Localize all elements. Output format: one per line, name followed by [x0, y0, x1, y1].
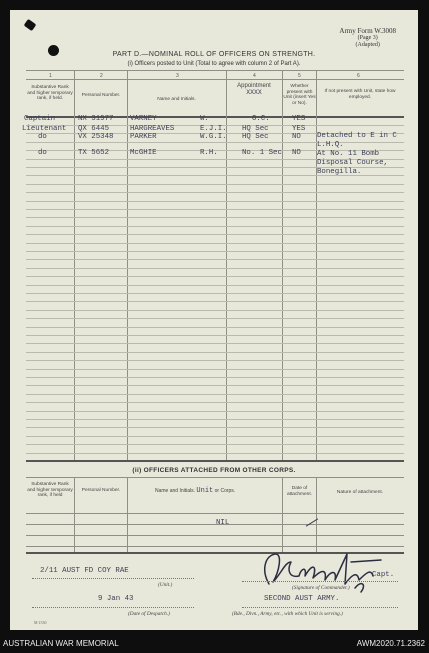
- despatch-date-value: 9 Jan 43: [98, 595, 134, 603]
- page-ref: (Page 3): [357, 35, 378, 41]
- formation-value: SECOND AUST ARMY.: [264, 595, 340, 603]
- col-number: 1: [49, 73, 52, 79]
- table-rule-line: [26, 436, 404, 437]
- row-initials: W.: [200, 115, 209, 123]
- formation-dotted-line: [242, 607, 398, 608]
- table-rule-line: [26, 268, 404, 269]
- table-rule-line: [26, 444, 404, 445]
- row-number: NX 31977: [78, 115, 114, 123]
- row-surname: VARNEY: [130, 115, 157, 123]
- row-initials: E.J.I.: [200, 125, 227, 133]
- table-rule-line: [26, 310, 404, 311]
- appointment-typed: XXXX: [246, 88, 262, 96]
- col-divider: [127, 477, 128, 552]
- col-number: 6: [357, 73, 360, 79]
- row-present: NO: [292, 133, 301, 141]
- table-rule-line: [26, 285, 404, 286]
- torn-corner: [24, 19, 37, 31]
- header-number: Personal Number.: [81, 93, 121, 98]
- col-number: 5: [298, 73, 301, 79]
- row-appointment: No. 1 Sec: [242, 149, 282, 157]
- row-surname: PARKER: [130, 133, 157, 141]
- att-header-nature: Nature of attachment.: [336, 490, 384, 495]
- section-i-title: (i) Officers posted to Unit (Total to agree with column 2 of Part A).: [127, 61, 301, 67]
- row-rank: Lieutenant: [22, 125, 67, 133]
- table-rule-line: [26, 360, 404, 361]
- row-rank: Captain: [24, 115, 56, 123]
- header-rank: Substantive Rank and higher temporary rank, if held.: [27, 85, 73, 101]
- row-remark: At No. 11 Bomb: [317, 150, 380, 158]
- print-code: M 1530: [34, 620, 47, 625]
- unit-value: 2/11 AUST FD COY RAE: [40, 567, 129, 575]
- row-present: YES: [292, 115, 306, 123]
- table-rule-line: [26, 301, 404, 302]
- date-dotted-line: [32, 607, 194, 608]
- document-page: [10, 10, 418, 630]
- att-header-unit-typed: Unit: [196, 487, 214, 495]
- header-present: Whether present with Unit (insert Yes or No).: [283, 84, 316, 106]
- table-rule-line: [26, 234, 404, 235]
- unit-dotted-line: [32, 578, 194, 579]
- table-rule-line: [26, 369, 404, 370]
- row-present: NO: [292, 149, 301, 157]
- header-appointment: [228, 84, 280, 96]
- section-ii-top-rule: [26, 477, 404, 478]
- appointment-print: Appointment: [237, 83, 271, 89]
- row-appointment: HQ Sec: [242, 125, 269, 133]
- col-number: 4: [253, 73, 256, 79]
- table-rule-line: [26, 402, 404, 403]
- table-rule-line: [26, 184, 404, 185]
- part-title: PART D.—NOMINAL ROLL OF OFFICERS ON STRENGTH.: [112, 51, 316, 58]
- row-surname: HARGREAVES: [130, 125, 175, 133]
- row-appointment: HQ Sec: [242, 133, 269, 141]
- table-rule-line: [26, 142, 404, 143]
- table-rule-line: [26, 411, 404, 412]
- att-header-name: [155, 487, 235, 495]
- table-rule-line: [26, 259, 404, 260]
- signature-rank: Capt.: [372, 571, 395, 579]
- section-ii-rule: [26, 535, 404, 536]
- table-rule-line: [26, 453, 404, 454]
- table-rule-line: [26, 419, 404, 420]
- table-rule-line: [26, 343, 404, 344]
- table-rule-line: [26, 293, 404, 294]
- table-rule-line: [26, 377, 404, 378]
- table-rule-line: [26, 394, 404, 395]
- table-rule-line: [26, 335, 404, 336]
- row-remark: Bonegilla.: [317, 168, 362, 176]
- table-rule-line: [26, 318, 404, 319]
- table-top-rule: [26, 70, 404, 71]
- table-rule-line: [26, 243, 404, 244]
- row-appointment: O.C.: [252, 115, 270, 123]
- adapted-note: (Adapted): [355, 42, 380, 48]
- table-rule-line: [26, 385, 404, 386]
- att-header-number: Personal Number.: [81, 488, 121, 493]
- att-header-date: Date of attachment.: [286, 486, 313, 497]
- col-divider: [74, 477, 75, 552]
- unit-label: (Unit.): [158, 582, 173, 588]
- col-number: 2: [100, 73, 103, 79]
- table-rule-line: [26, 276, 404, 277]
- formation-label: (Bde., Divn., Army, etc., with which Unit is serving.): [232, 611, 343, 617]
- table-rule-line: [26, 251, 404, 252]
- table-rule-line: [26, 192, 404, 193]
- att-header-rank: Substantive Rank and higher temporary rank, if held: [27, 482, 73, 498]
- row-initials: W.G.I.: [200, 133, 227, 141]
- despatch-date-label: (Date of Despatch.): [128, 611, 170, 617]
- signature-label: (Signature of Commander.): [292, 585, 350, 591]
- colnum-rule: [26, 79, 404, 80]
- archive-credit: AUSTRALIAN WAR MEMORIAL: [3, 639, 119, 648]
- section-ii-rule: [26, 524, 404, 525]
- table-rule-line: [26, 427, 404, 428]
- table-rule-line: [26, 226, 404, 227]
- row-present: YES: [292, 125, 306, 133]
- row-remark: L.H.Q.: [317, 141, 344, 149]
- archive-accession-number: AWM2020.71.2362: [356, 639, 425, 648]
- form-number: Army Form W.3008: [339, 27, 396, 35]
- row-number: VX 25348: [78, 133, 114, 141]
- table-rule-line: [26, 217, 404, 218]
- section-ii-title: (ii) OFFICERS ATTACHED FROM OTHER CORPS.: [132, 467, 296, 474]
- row-surname: McGHIE: [130, 149, 157, 157]
- table-rule-line: [26, 327, 404, 328]
- table-rule-line: [26, 209, 404, 210]
- form-reference: [339, 28, 396, 49]
- row-initials: R.H.: [200, 149, 218, 157]
- table-rule-line: [26, 352, 404, 353]
- row-number: TX 5652: [78, 149, 110, 157]
- header-name: Name and Initials.: [157, 97, 196, 102]
- section-ii-header-rule: [26, 513, 404, 514]
- row-rank: do: [38, 133, 47, 141]
- col-number: 3: [176, 73, 179, 79]
- signature-dotted-line: [242, 581, 398, 582]
- row-number: QX 6445: [78, 125, 110, 133]
- header-reason: If not present with Unit, state how employed.: [324, 89, 396, 100]
- row-rank: do: [38, 149, 47, 157]
- att-header-name-label: Name and Initials.: [155, 488, 196, 494]
- section-i-bottom-rule: [26, 460, 404, 462]
- att-header-or-corps: or Corps.: [214, 488, 236, 494]
- nil-entry: NIL: [216, 519, 230, 527]
- row-remark: Detached to E in C: [317, 132, 397, 140]
- row-remark: Disposal Course,: [317, 159, 388, 167]
- table-rule-line: [26, 201, 404, 202]
